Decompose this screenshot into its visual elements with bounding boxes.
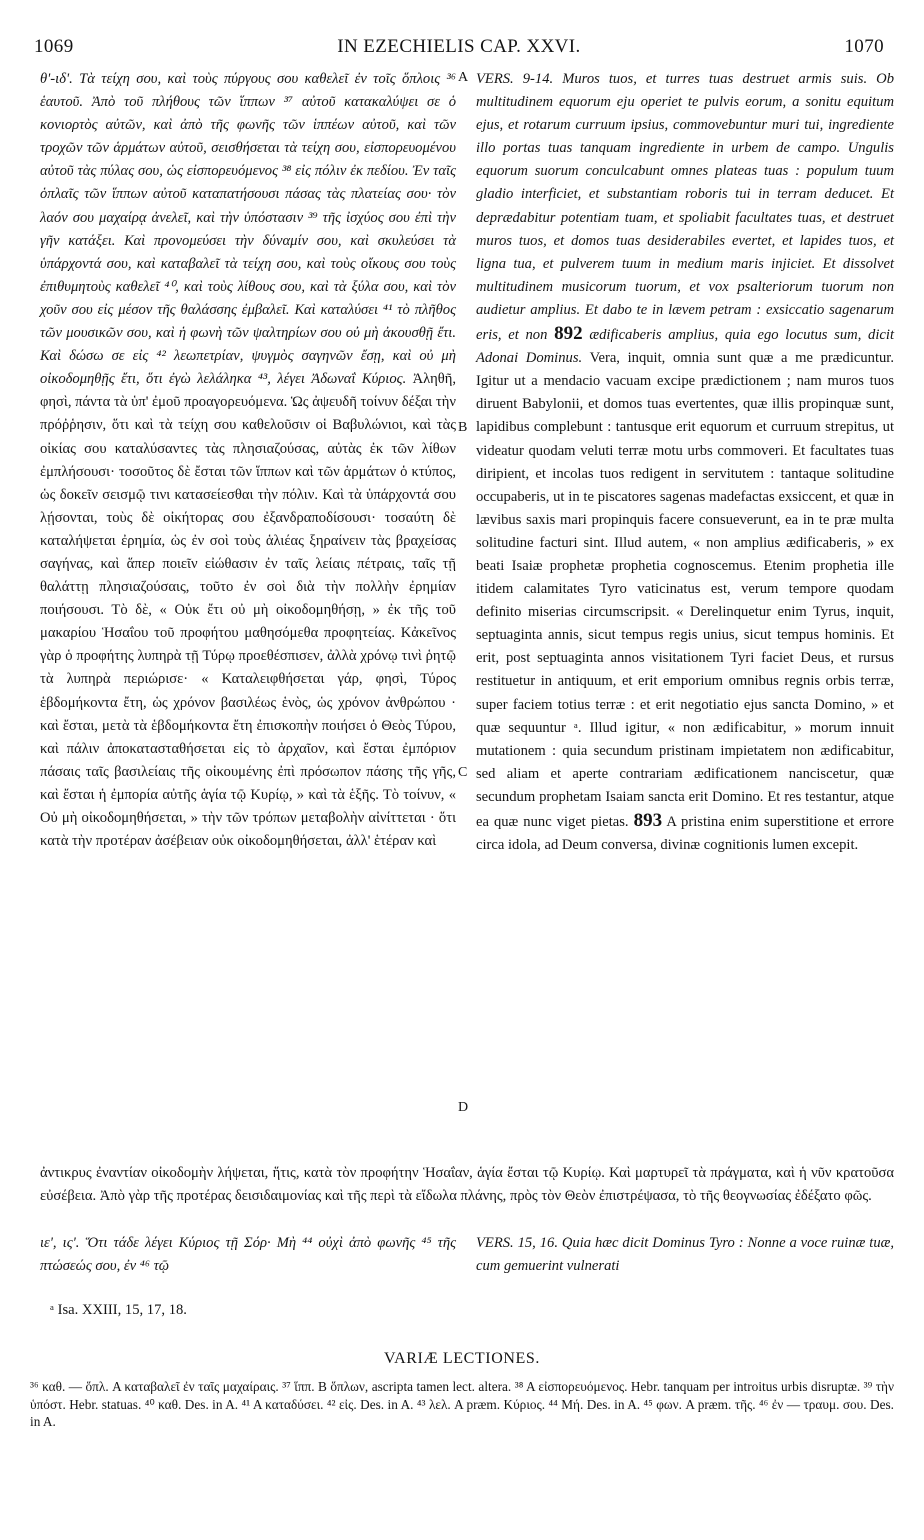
- latin-scripture-text: VERS. 9-14. Muros tuos, et turres tuas destruet armis suis. Ob multitudinem equorum eju operiet te pulvis eorum, a sonitu equitum ejus, et rotarum curruum ipsius, commovebuntur muri tui, ingrediente illo portas tuas tanquam ingrediente in urbem de campo. Ungulis equorum suorum conculcabunt omnes plateas tuas : populum tuum gladio interficiet, et substantiam roboris tui in terram deducet. Et deprædabitur potentiam tuam, et spoliabit facultates tuas, et destruet muros tuos, et domos tuas desiderabiles evertet, et lapides tuos, et ligna tua, et pulverem tuum in medium maris injiciet. Et dissolvet multitudinem musicorum tuorum, et vox psalteriorum tuorum non audietur amplius. Et dabo te in lævem petram : exsiccatio sagenarum eris, et non: [476, 71, 894, 344]
- latin-commentary-text: Vera, inquit, omnia sunt quæ a me prædicuntur. Igitur ut a mendacio vacuam excipe prædictionem ; nam muros tuos diruent Babylonii, et domos tuas evertentes, quæ illis propinquæ sunt, lapidibus complebunt : tantusque erit equorum et curruum strepitus, ut videatur quodam veluti terræ motu urbs commoveri. Et facultates tuas diripient, et incolas tuos redigent in servitutem : tantaque solitudine occupaberis, ut in te piscatores sagenas madefactas exsiccent, et quæ in lævibus saxis mari propinquis facere consueverunt, ea in te præ multa solitudine facturi sint. Illud autem, « non amplius ædificaberis, » ex beati Isaiæ prophetæ prophetia cognoscemus. Etenim prophetia ille itidem calamitates Tyro vaticinatus est, verum tempore quodam definito miserias circumscripsit. « Derelinquetur enim Tyrus, inquit, septuaginta annis, sicut tempus regis unius, sicut tempus hominis. Et erit, post septuaginta annos visitationem Tyri faciet Deus, et rursus restituetur in antiquum, et erit emporium omnibus regnis orbis terræ, super faciem totius terræ : et erit negotiatio ejus sancta Domino, » et quæ sequuntur ᵃ. Illud igitur, « non ædificabitur, » morum innuit mutationem : quia secundum pristinam impietatem non ædificabitur, sed aliam et aperte contrariam ædificationem nanciscetur, quæ secundum prophetam Isaiam sancta erit Domino. Et res testantur, atque ea quæ nunc viget pietas.: [476, 350, 895, 830]
- running-header: [34, 36, 884, 66]
- page-number-left: 1069: [34, 36, 74, 57]
- greek-commentary-text: Ἀληθῆ, φησὶ, πάντα τὰ ὑπ' ἐμοῦ προαγορευόμενα. Ὡς ἀψευδῆ τοίνυν δέξαι τὴν πρόῤῥησιν, ὅτι καὶ τὰ τείχη σου καθελοῦσιν οἱ Βαβυλώνιοι, καὶ τὰς οἰκίας σου καταλύσαντες τὰς πλησιαζούσας, αὐτὰς ἐκ τῶν λίθων ἐμπλήσουσι· τοσοῦτος δὲ ἔσται τῶν ἵππων καὶ τῶν ἁρμάτων ὁ κτύπος, ὡς δοκεῖν σεισμῷ τινι κατασείεσθαι τὴν πόλιν. Καὶ τὰ ὑπάρχοντά σου λῄσονται, τοὺς δὲ οἰκήτορας σου ἐξανδραποδίσουσι· τοσαύτη δὲ καταλήψεται ἐρημία, ὡς ἐν σοὶ τοὺς ἁλιέας ξηραίνειν τὰς βραχείσας σαγήνας, καὶ ἅπερ ποιεῖν εἰώθασιν ἐν ταῖς λείαις πέτραις, ταῖς τῇ θαλάττῃ πλησιαζούσαις, τοῦτο ἐν σοὶ διὰ τὴν πολλὴν ἐρημίαν ποιήσουσι. Τὸ δὲ, « Οὐκ ἔτι οὐ μὴ οἰκοδομηθήσῃ, » ἐκ τῆς τοῦ μακαρίου Ἡσαΐου τοῦ προφήτου μαθησόμεθα προφητείας. Κἀκεῖνος γὰρ ὁ προφήτης λυπηρὰ τῇ Τύρῳ προεθέσπισεν, ἀλλὰ χρόνῳ τινὶ ῥητῷ τὰ λυπηρὰ περιώρισε· « Καταλειφθήσεται γάρ, φησὶ, Τύρος ἑβδομήκοντα ἔτη, ὡς χρόνον βασιλέως ἑνὸς, ὡς χρόνον ἀνθρώπου · καὶ ἔσται, μετὰ τὰ ἑβδομήκοντα ἔτη ἐπισκοπὴν ποιήσει ὁ Θεὸς Τύρου, καὶ πάλιν ἀποκατασταθήσεται εἰς τὸ ἀρχαῖον, καὶ ἔσται ἐμπόριον πάσαις ταῖς βασιλείαις τῆς οἰκουμένης ἐπὶ πρόσωπον πάσης τῆς γῆς, καὶ ἔσται ἡ ἐμπορία αὐτῆς ἁγία τῷ Κυρίῳ, » καὶ τὰ ἑξῆς. Τὸ τοίνυν, « Οὐ μὴ οἰκοδομηθήσεται, » τὴν τῶν τρόπων μεταβολὴν αἰνίττεται · ὅτι κατὰ τὴν προτέραν ἀσέβειαν οὐκ οἰκοδομηθήσεται, ἀλλ' ἑτέραν καὶ: [40, 371, 456, 850]
- variae-lectiones-title: VARIÆ LECTIONES.: [384, 1350, 540, 1367]
- greek-scripture-text: θ'-ιδ'. Τὰ τείχη σου, καὶ τοὺς πύργους σου καθελεῖ ἐν τοῖς ὅπλοις ³⁶ ἑαυτοῦ. Ἀπὸ τοῦ πλήθους τῶν ἵππων ³⁷ αὐτοῦ κατακαλύψει σε ὁ κονιορτὸς αὐτῶν, καὶ ἀπὸ τῆς φωνῆς τῶν ἱππέων αὐτοῦ, καὶ τῶν τροχῶν τῶν ἁρμάτων αὐτοῦ, σεισθήσεται τὰ τείχη σου, εἰσπορευομένου αὐτοῦ τὰς πύλας σου, ὡς εἰσπορευόμενος ³⁸ εἰς πόλιν ἐκ πεδίου. Ἐν ταῖς ὁπλαῖς τῶν ἵππων αὐτοῦ καταπατήσουσι πάσας τὰς πλατείας σου· τὸν λαόν σου μαχαίρᾳ ἀνελεῖ, καὶ τὴν ὑπόστασιν ³⁹ τῆς ἰσχύος σου ἐπὶ τὴν γῆν κατάξει. Καὶ προνομεύσει τὴν δύναμίν σου, καὶ σκυλεύσει τὰ ὑπάρχοντά σου, καὶ καταβαλεῖ τὰ τείχη σου, καὶ τοὺς οἴκους σου τοὺς ἐπιθυμητοὺς καθελεῖ ⁴⁰, καὶ τοὺς λίθους σου, καὶ τὰ ξύλα σου, καὶ τὸν χοῦν σου εἰς μέσον τῆς θαλάσσης ἐμβαλεῖ. Καὶ καταλύσει ⁴¹ τὸ πλῆθος τῶν μουσικῶν σου, καὶ ἡ φωνὴ τῶν ψαλτηρίων σου οὐ μὴ ἀκουσθῇ ἔτι. Καὶ δώσω σε εἰς ⁴² λεωπετρίαν, ψυγμὸς σαγηνῶν ἔσῃ, καὶ οὐ μὴ οἰκοδομηθῇς ἔτι, ὅτι ἐγὼ λελάληκα ⁴³, λέγει Ἀδωναΐ Κύριος.: [40, 71, 456, 388]
- full-width-greek-text: ἀντικρυς ἐναντίαν οἰκοδομὴν λήψεται, ἥτις, κατὰ τὸν προφήτην Ἡσαΐαν, ἁγία ἔσται τῷ Κυρίῳ. Καὶ μαρτυρεῖ τὰ πράγματα, καὶ ἡ νῦν κρατοῦσα εὐσέβεια. Ἀπὸ γὰρ τῆς προτέρας δεισιδαιμονίας καὶ τῆς περὶ τὰ εἴδωλα πλάνης, πρὸς τὸν Θεὸν ἐπιστρέψασα, τὸ τῆς θεογνωσίας ἐδέξατο φῶς.: [40, 1165, 894, 1205]
- margin-letter-c: C: [458, 765, 468, 780]
- migne-page-number: 892: [554, 323, 583, 345]
- greek-verse-15-16: ιε', ις'. Ὅτι τάδε λέγει Κύριος τῇ Σόρ· Μὴ ⁴⁴ οὐχὶ ἀπὸ φωνῆς ⁴⁵ τῆς πτώσεώς σου, ἐν ⁴⁶ τῷ: [40, 1235, 456, 1275]
- page-number-right: 1070: [844, 36, 884, 57]
- latin-verse-15-16: VERS. 15, 16. Quia hæc dicit Dominus Tyro : Nonne a voce ruinæ tuæ, cum gemuerint vulnerati: [476, 1235, 894, 1275]
- latin-column: [476, 68, 894, 857]
- margin-letter-d: D: [458, 1100, 469, 1115]
- latin-commentary-text-cont: A pristina enim superstitione et errore circa idola, ad Deum conversa, divinæ cognitionis lumen excepit.: [476, 814, 895, 854]
- running-title: IN EZECHIELIS CAP. XXVI.: [337, 36, 581, 57]
- margin-letter-b: B: [458, 420, 468, 435]
- margin-letter-a: A: [458, 70, 469, 85]
- migne-page-number-2: 893: [633, 810, 663, 831]
- greek-column: [40, 68, 456, 853]
- latin-scripture-text-cont: ædificaberis amplius, quia ego locutus sum, dicit Adonai Dominus.: [476, 327, 894, 367]
- variae-lectiones-text: ³⁶ καθ. — ὅπλ. A καταβαλεῖ ἐν ταῖς μαχαίραις. ³⁷ ἵππ. B ὅπλων, ascripta tamen lect. altera. ³⁸ A εἰσπορευόμενος. Hebr. tanquam per introitus urbis disruptæ. ³⁹ τὴν ὑπόστ. Hebr. statuas. ⁴⁰ καθ. Des. in A. ⁴¹ A καταδύσει. ⁴² εἰς. Des. in A. ⁴³ λελ. A præm. Κύριος. ⁴⁴ Μή. Des. in A. ⁴⁵ φων. A præm. τῆς. ⁴⁶ ἐν — τραυμ. σου. Des. in A.: [30, 1379, 894, 1430]
- footnote: ᵃ Isa. XXIII, 15, 17, 18.: [50, 1302, 187, 1318]
